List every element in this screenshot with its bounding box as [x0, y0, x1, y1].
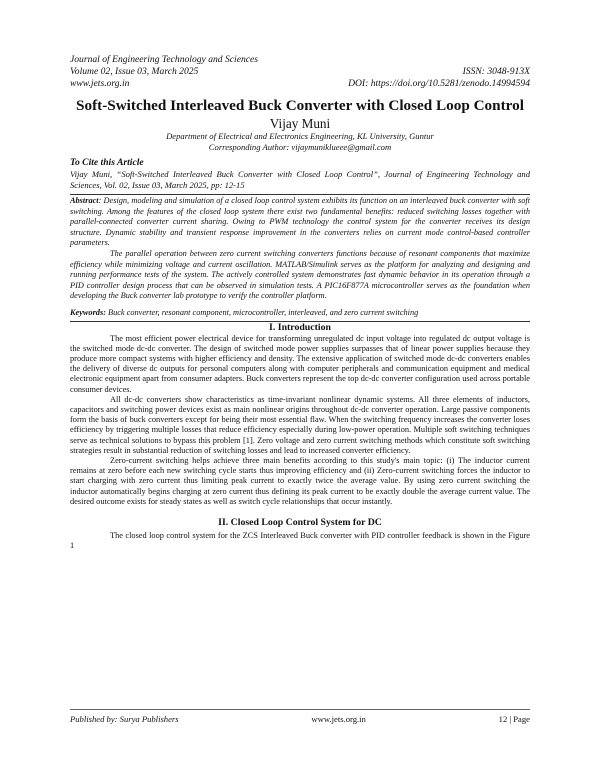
section-2-heading: II. Closed Loop Control System for DC [218, 516, 382, 528]
abstract [70, 196, 530, 302]
journal-doi[interactable]: DOI: https://doi.org/10.5281/zenodo.14994594 [348, 78, 530, 89]
paragraph: Zero-current switching helps achieve three main benefits according to this study's main topic: (i) The inductor current remains at zero before each new switching cycle starts thus improving efficiency and (ii) Zero-current switching forces the inductor to start charging with zero current thus limiting peak current to exactly twice the average value. By using zero current switching the inductor automatically begins charging at zero current thus defining its peak current to be exactly double the average current value. The desired outcome exists for steady states as well as switch cycle relationships that occur instantly. [70, 455, 530, 506]
keywords-label: Keywords: [70, 307, 106, 317]
journal-website[interactable]: www.jets.org.in [70, 78, 130, 89]
abstract-p1: : Design, modeling and simulation of a closed loop control system exhibits its function on an interleaved buck converter with soft switching. Among the features of the closed loop system there exist two fundamental benefits: reduced switching losses together with parallel-connected converter current sharing. Owing to PWM technology the control system for the converter receives its design structure. Dynamic stability and transient response improvement in the converters relies on current mode control-based controller parameters. [70, 196, 530, 248]
journal-issn: ISSN: 3048-913X [462, 66, 530, 77]
paragraph: All dc-dc converters show characteristics as time-invariant nonlinear dynamic systems. All three elements of inductors, capacitors and switching power devices exist as main nonlinear origins throughout dc-dc converter operation. Large passive components form the basis of buck converters except for being their most essential flaw. When the switching frequency increases the converter loses efficiency by triggering multiple losses that reduce efficiency especially during low-power operation. Multiple soft switching techniques serve as technical solutions to bypass this problem [1]. Zero voltage and zero current switching methods which constitute soft switching strategies result in substantial reduction of switching losses and lead to increased converter efficiency. [70, 394, 530, 455]
abstract-label: Abstract [70, 196, 99, 205]
keywords-text: Buck converter, resonant component, microcontroller, interleaved, and zero current switching [105, 307, 419, 317]
cite-text: Vijay Muni, “Soft-Switched Interleaved Buck Converter with Closed Loop Control”, Journal of Engineering Technology and Sciences, Vol. 02, Issue 03, March 2025, pp: 12-15 [70, 169, 530, 190]
section-2-body [70, 531, 530, 551]
page-content [70, 54, 530, 551]
journal-volume: Volume 02, Issue 03, March 2025 [70, 66, 199, 77]
paragraph: The most efficient power electrical device for transforming unregulated dc input voltage into regulated dc output voltage is the switched mode dc-dc converter. The design of switched mode power supplies surpasses that of linear power supplies because they produce more compact systems with higher efficiency and density. The extensive application of switched mode dc-dc converters enables the delivery of diverse dc outputs for personal computers along with computer peripherals and communication equipment and medical electronic equipment apart from consumer adapters. Buck converters represent the top dc-dc converter configuration used across portable consumer devices. [70, 333, 530, 394]
paper-title: Soft-Switched Interleaved Buck Converter with Closed Loop Control [76, 97, 524, 114]
paper-author: Vijay Muni [269, 116, 331, 131]
footer-publisher: Published by: Surya Publishers [70, 714, 179, 724]
abstract-p2: The parallel operation between zero current switching converters functions because of resonant components that maximize efficiency while minimizing voltage and current oscillation. MATLAB/Simulink serves as the platform for analyzing and designing and running performance tests of the system. The actively controlled system demonstrates fast dynamic behavior in its operation through a PID controller design process that can be observed in simulation tests. A PIC16F877A microcontroller serves as the foundation when developing the Buck converter lab prototype to verify the controller platform. [70, 248, 530, 301]
journal-header [70, 54, 530, 90]
page-footer [70, 709, 530, 724]
corresponding-author: Corresponding Author: vijaymuniklueee@gmail.com [208, 142, 392, 152]
footer-website[interactable]: www.jets.org.in [311, 714, 366, 724]
section-1-body [70, 334, 530, 507]
section-1-heading: I. Introduction [269, 321, 331, 333]
keywords [70, 308, 530, 319]
author-affiliation: Department of Electrical and Electronics Engineering, KL University, Guntur [166, 131, 434, 141]
cite-heading: To Cite this Article [70, 157, 144, 168]
paragraph: The closed loop control system for the ZCS Interleaved Buck converter with PID controller feedback is shown in the Figure 1 [70, 530, 530, 551]
divider [70, 194, 530, 195]
footer-page-number: 12 | Page [498, 714, 530, 724]
journal-name: Journal of Engineering Technology and Sciences [70, 54, 259, 65]
